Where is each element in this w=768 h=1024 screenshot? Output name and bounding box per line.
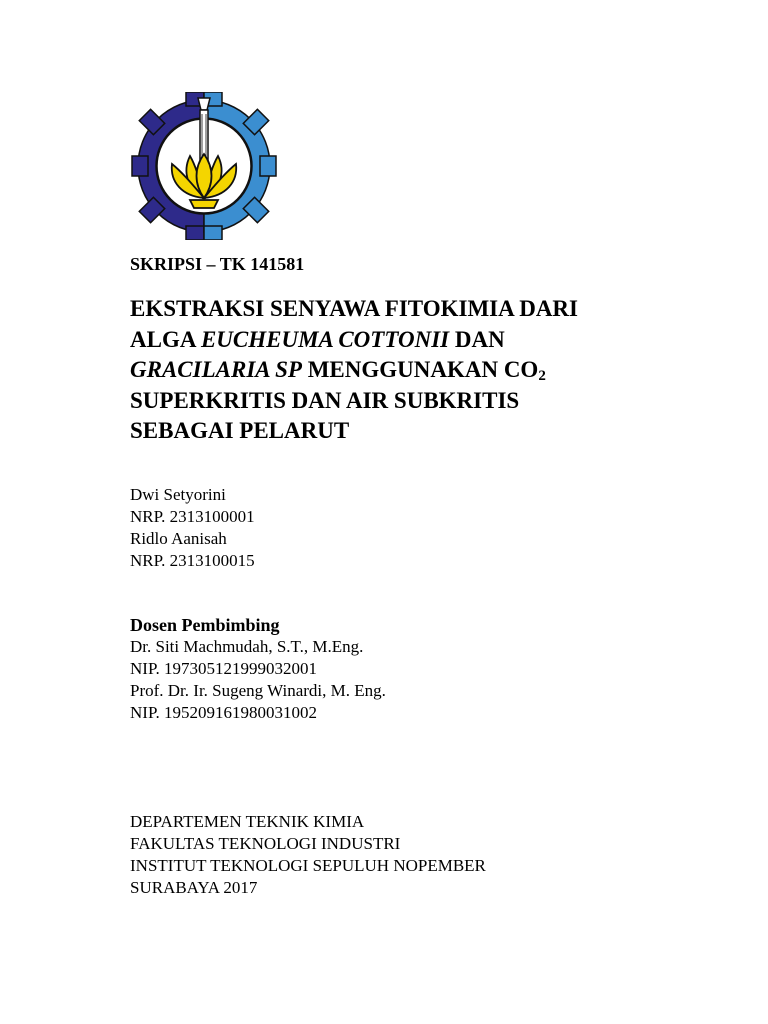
its-logo-icon [130,92,278,240]
advisors-heading: Dosen Pembimbing [130,615,280,635]
department: DEPARTEMEN TEKNIK KIMIA [130,812,365,831]
title-line-1: EKSTRAKSI SENYAWA FITOKIMIA DARI [130,296,578,321]
title-text: ALGA [130,326,201,352]
title-line-4: SUPERKRITIS DAN AIR SUBKRITIS [130,387,520,413]
author-name: Ridlo Aanisah [130,529,227,548]
author-name: Dwi Setyorini [130,485,226,504]
institution-block [130,811,486,899]
university: INSTITUT TEKNOLOGI SEPULUH NOPEMBER [130,856,486,875]
city-year: SURABAYA 2017 [130,878,258,897]
title-line-5: SEBAGAI PELARUT [130,418,350,443]
species-name: EUCHEUMA COTTONII [200,326,450,352]
authors-block [130,484,255,572]
author-id: NRP. 2313100001 [130,507,255,526]
title-text: MENGGUNAKAN CO [301,357,539,382]
advisor-name: Prof. Dr. Ir. Sugeng Winardi, M. Eng. [130,681,386,700]
advisors-block [130,614,386,724]
subscript: 2 [538,368,546,384]
title-line-2 [130,325,690,356]
advisor-id: NIP. 195209161980031002 [130,703,318,722]
title-text: DAN [449,326,505,352]
document-code: SKRIPSI – TK 141581 [130,254,305,274]
advisor-id: NIP. 197305121999032001 [130,659,318,678]
species-name: GRACILARIA SP [130,357,302,382]
title-line-3 [130,355,690,386]
document-title [130,294,690,447]
author-id: NRP. 2313100015 [130,551,255,570]
faculty: FAKULTAS TEKNOLOGI INDUSTRI [130,834,401,853]
advisor-name: Dr. Siti Machmudah, S.T., M.Eng. [130,637,364,656]
